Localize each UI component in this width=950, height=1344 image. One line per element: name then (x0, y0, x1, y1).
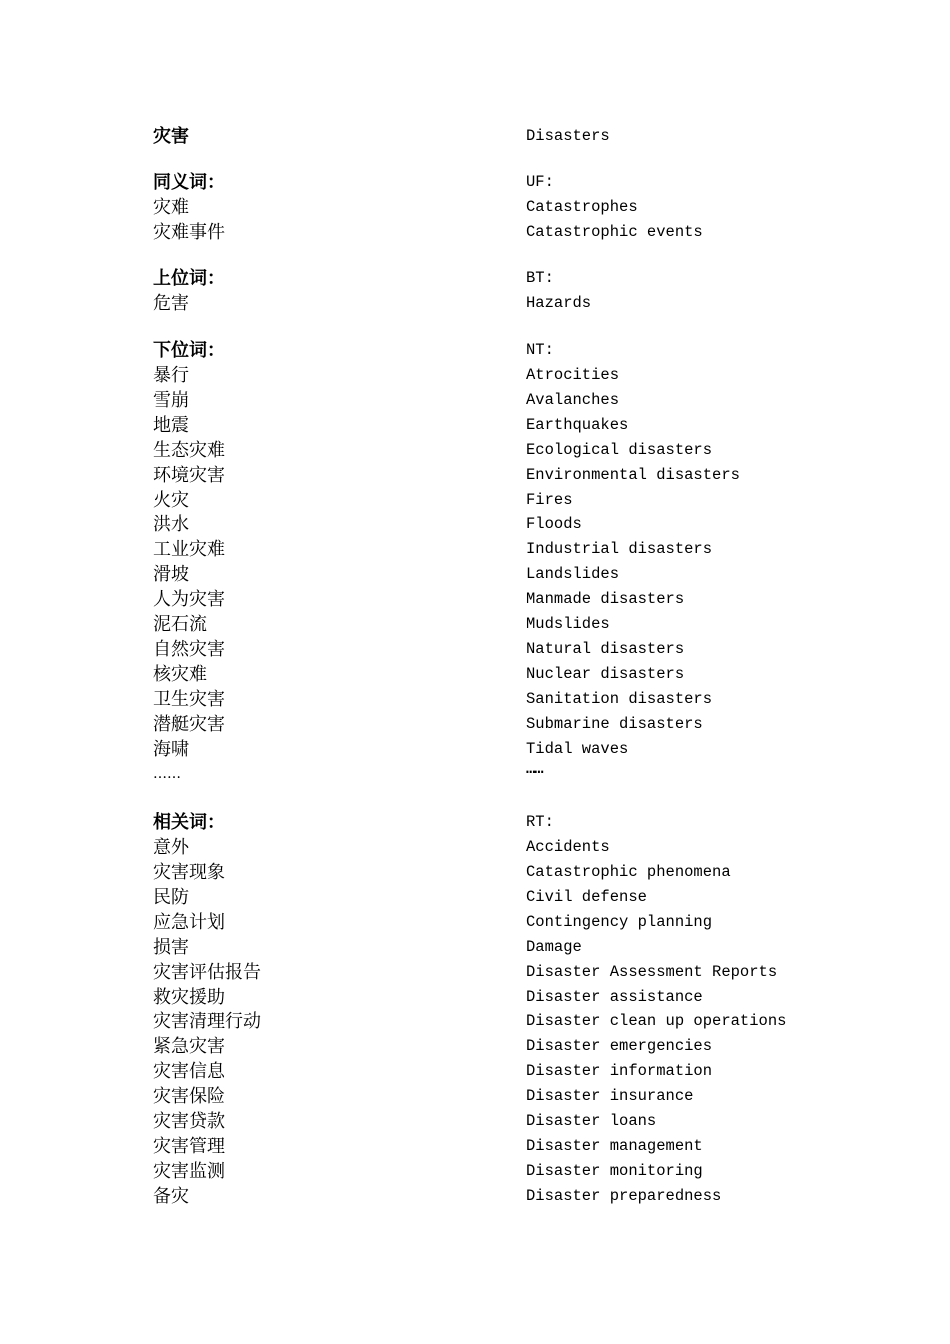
nt-item-cn: 泥石流 (153, 614, 207, 635)
nt-item (0, 438, 950, 463)
main-term-cn: 灾害 (153, 126, 189, 147)
rt-item (0, 1134, 950, 1159)
bt-item (0, 291, 950, 316)
nt-ellipsis-en: …… (526, 760, 543, 778)
main-term-row (0, 124, 950, 149)
rt-item (0, 1034, 950, 1059)
rt-item-cn: 备灾 (153, 1186, 189, 1207)
rt-item (0, 1109, 950, 1134)
nt-item (0, 488, 950, 513)
rt-item-cn: 紧急灾害 (153, 1036, 225, 1057)
rt-item (0, 1059, 950, 1084)
nt-item-en: Environmental disasters (526, 466, 740, 484)
rt-item-en: Disaster clean up operations (526, 1012, 787, 1030)
nt-item-en: Manmade disasters (526, 590, 685, 608)
rt-item-en: Disaster insurance (526, 1087, 694, 1105)
nt-item-cn: 卫生灾害 (153, 689, 225, 710)
nt-item-en: Landslides (526, 565, 620, 583)
rt-item-en: Disaster monitoring (526, 1162, 703, 1180)
rt-item (0, 960, 950, 985)
rt-item-cn: 民防 (153, 887, 189, 908)
rt-item (0, 910, 950, 935)
rt-item-en: Disaster Assessment Reports (526, 963, 778, 981)
rt-item-en: Disaster preparedness (526, 1187, 722, 1205)
nt-item-cn: 海啸 (153, 739, 189, 760)
rt-item-en: Catastrophic phenomena (526, 863, 731, 881)
uf-item-cn: 灾难 (153, 197, 189, 218)
nt-item-cn: 工业灾难 (153, 539, 225, 560)
nt-heading-en: NT: (526, 341, 554, 359)
uf-item-cn: 灾难事件 (153, 222, 225, 243)
rt-item-en: Contingency planning (526, 913, 713, 931)
nt-item (0, 388, 950, 413)
rt-item-en: Disaster information (526, 1062, 713, 1080)
rt-item-en: Civil defense (526, 888, 647, 906)
rt-item-cn: 灾害管理 (153, 1136, 225, 1157)
nt-item-en: Earthquakes (526, 416, 629, 434)
nt-item-cn: 洪水 (153, 514, 189, 535)
nt-item-en: Natural disasters (526, 640, 685, 658)
nt-item-en: Submarine disasters (526, 715, 703, 733)
nt-heading-row (0, 338, 950, 363)
nt-item (0, 712, 950, 737)
uf-item-en: Catastrophic events (526, 223, 703, 241)
rt-item-cn: 意外 (153, 837, 189, 858)
nt-ellipsis-cn: …… (153, 766, 181, 782)
nt-item-en: Tidal waves (526, 740, 629, 758)
nt-item (0, 587, 950, 612)
rt-item (0, 985, 950, 1010)
rt-item-en: Disaster loans (526, 1112, 657, 1130)
rt-item (0, 1184, 950, 1209)
nt-item (0, 512, 950, 537)
bt-heading-row (0, 266, 950, 291)
bt-item-cn: 危害 (153, 293, 189, 314)
nt-item-cn: 人为灾害 (153, 589, 225, 610)
rt-item (0, 835, 950, 860)
rt-item-cn: 灾害贷款 (153, 1111, 225, 1132)
rt-heading-cn: 相关词： (153, 812, 225, 833)
rt-item-cn: 损害 (153, 937, 189, 958)
rt-item-en: Damage (526, 938, 582, 956)
rt-item-en: Disaster management (526, 1137, 703, 1155)
nt-item (0, 612, 950, 637)
bt-heading-cn: 上位词： (153, 268, 225, 289)
nt-item-cn: 潜艇灾害 (153, 714, 225, 735)
nt-item-cn: 核灾难 (153, 664, 207, 685)
nt-item (0, 662, 950, 687)
rt-item (0, 1159, 950, 1184)
nt-item (0, 363, 950, 388)
nt-item (0, 737, 950, 762)
rt-item-en: Disaster emergencies (526, 1037, 713, 1055)
rt-item-cn: 救灾援助 (153, 987, 225, 1008)
nt-item-en: Floods (526, 515, 582, 533)
nt-heading-cn: 下位词： (153, 340, 225, 361)
nt-item (0, 687, 950, 712)
rt-item-cn: 灾害保险 (153, 1086, 225, 1107)
nt-item-cn: 火灾 (153, 490, 189, 511)
nt-item (0, 562, 950, 587)
uf-heading-en: UF: (526, 173, 554, 191)
nt-item-cn: 生态灾难 (153, 440, 225, 461)
uf-heading-cn: 同义词： (153, 172, 225, 193)
rt-item (0, 1084, 950, 1109)
nt-item (0, 463, 950, 488)
nt-item-en: Nuclear disasters (526, 665, 685, 683)
rt-item-cn: 灾害现象 (153, 862, 225, 883)
nt-item-cn: 地震 (153, 415, 189, 436)
rt-item-cn: 应急计划 (153, 912, 225, 933)
nt-item (0, 637, 950, 662)
bt-item-en: Hazards (526, 294, 592, 312)
nt-item-cn: 滑坡 (153, 564, 189, 585)
rt-item-cn: 灾害信息 (153, 1061, 225, 1082)
nt-item-en: Sanitation disasters (526, 690, 713, 708)
nt-item-en: Atrocities (526, 366, 620, 384)
nt-item-en: Avalanches (526, 391, 620, 409)
nt-item-cn: 暴行 (153, 365, 189, 386)
nt-item (0, 413, 950, 438)
rt-item (0, 935, 950, 960)
rt-heading-en: RT: (526, 813, 554, 831)
rt-item-cn: 灾害监测 (153, 1161, 225, 1182)
nt-item-ellipsis (0, 762, 950, 787)
rt-item-cn: 灾害评估报告 (153, 962, 261, 983)
nt-item-cn: 自然灾害 (153, 639, 225, 660)
rt-item-en: Disaster assistance (526, 988, 703, 1006)
nt-item-cn: 环境灾害 (153, 465, 225, 486)
uf-item (0, 195, 950, 220)
rt-item (0, 885, 950, 910)
rt-heading-row (0, 810, 950, 835)
rt-item-cn: 灾害清理行动 (153, 1011, 261, 1032)
rt-item-en: Accidents (526, 838, 610, 856)
uf-item-en: Catastrophes (526, 198, 638, 216)
rt-item (0, 1009, 950, 1034)
nt-item-en: Mudslides (526, 615, 610, 633)
bt-heading-en: BT: (526, 269, 554, 287)
main-term-en: Disasters (526, 127, 610, 145)
uf-item (0, 220, 950, 245)
nt-item (0, 537, 950, 562)
nt-item-en: Industrial disasters (526, 540, 713, 558)
nt-item-en: Fires (526, 491, 573, 509)
uf-heading-row (0, 170, 950, 195)
nt-item-en: Ecological disasters (526, 441, 713, 459)
rt-item (0, 860, 950, 885)
nt-item-cn: 雪崩 (153, 390, 189, 411)
